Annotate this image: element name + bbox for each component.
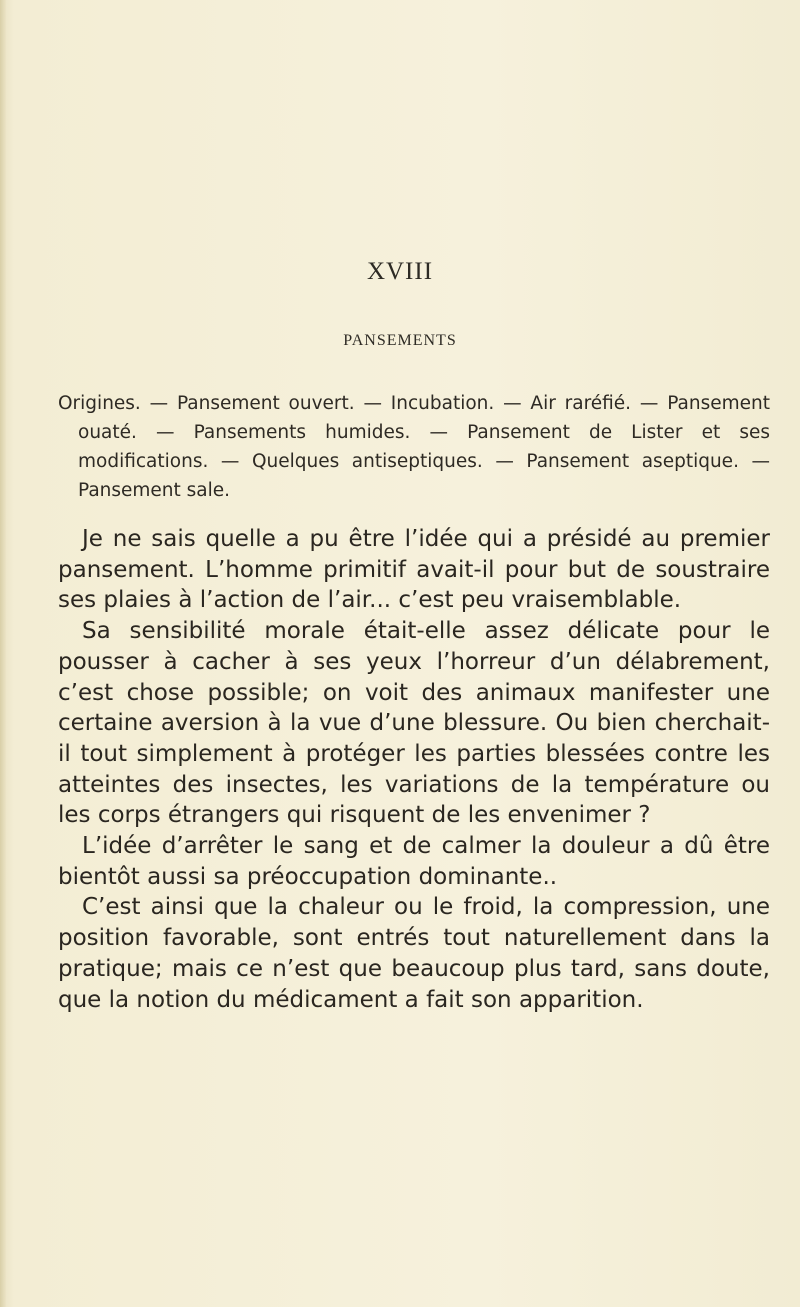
chapter-number: XVIII <box>366 258 434 285</box>
chapter-title: PANSEMENTS <box>343 332 457 349</box>
chapter-summary-text: Origines. — Pansement ouvert. — Incubation. — Air raréfié. — Pansement ouaté. — Pansements humides. — Pansement de Lister et ses modifications. — Quelques antiseptiques. — Pansement aseptique. — Pansement sale. <box>58 393 770 501</box>
paragraph: Sa sensibilité morale était-elle assez délicate pour le pousser à cacher à ses yeux l’horreur d’un délabrement, c’est chose possible; on voit des animaux manifester une certaine aversion à la vue d’une blessure. Ou bien cherchait-il tout simplement à protéger les parties blessées contre les atteintes des insectes, les variations de la température ou les corps étrangers qui risquent de les envenimer ? <box>58 618 770 829</box>
chapter-summary <box>58 389 770 505</box>
paragraph: Je ne sais quelle a pu être l’idée qui a présidé au premier pansement. L’homme primitif avait-il pour but de soustraire ses plaies à l’action de l’air... c’est peu vraisemblable. <box>58 526 770 614</box>
page-edge <box>0 0 6 1307</box>
body-text <box>58 524 770 1015</box>
paragraph: C’est ainsi que la chaleur ou le froid, la compression, une position favorable, sont entrés tout naturellement dans la pratique; mais ce n’est que beaucoup plus tard, sans doute, que la notion du médicament a fait son apparition. <box>58 894 770 1013</box>
paragraph: L’idée d’arrêter le sang et de calmer la douleur a dû être bientôt aussi sa préoccupation dominante.. <box>58 833 770 890</box>
